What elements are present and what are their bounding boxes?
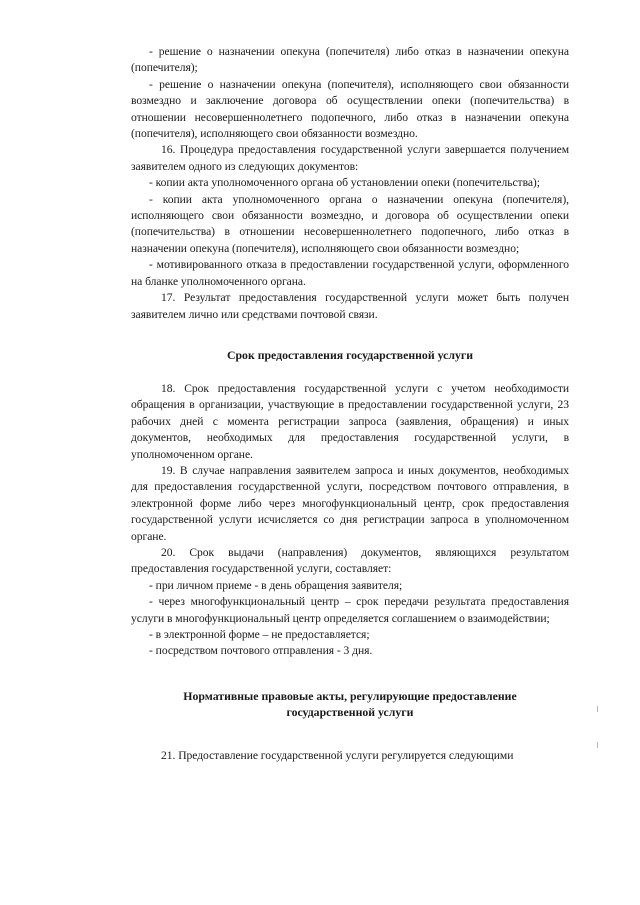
list-item: - при личном приеме - в день обращения заявителя;	[149, 578, 403, 592]
paragraph-18: 18. Срок предоставления государственной услуги с учетом необходимости обращения в организации, участвующие в предоставлении государственной услуги, 23 рабочих дней с момента регистрации запроса (заявления, обращения) и иных документов, необходимых для предоставления государственной услуги, в уполномоченном органе.	[131, 381, 569, 461]
section-heading-srok: Срок предоставления государственной услуги	[226, 347, 474, 362]
list-item: - через многофункциональный центр – срок передачи результата предоставления услуги в многофункциональный центр определяется соглашением о взаимодействии;	[131, 595, 569, 625]
paragraph-21: 21. Предоставление государственной услуги регулируется следующими	[161, 748, 514, 762]
section-heading-norm	[131, 688, 569, 720]
section-heading-norm-line1: Нормативные правовые акты, регулирующие предоставление	[183, 688, 517, 703]
paragraph-19: 19. В случае направления заявителем запроса и иных документов, необходимых для предоставления государственной услуги, посредством почтового отправления, в электронной форме либо через многофункциональный центр, срок предоставления государственной услуги исчисляется со дня регистрации запроса в уполномоченном органе.	[131, 463, 569, 543]
paragraph-20: 20. Срок выдачи (направления) документов, являющихся результатом предоставления государственной услуги, составляет:	[131, 545, 569, 576]
paragraph-17: 17. Результат предоставления государственной услуги может быть получен заявителем лично или средствами почтовой связи.	[131, 291, 569, 321]
list-item: - посредством почтового отправления - 3 дня.	[149, 644, 373, 658]
list-item: - мотивированного отказа в предоставлении государственной услуги, оформленного на бланке уполномоченного органа.	[131, 258, 569, 288]
list-item: - решение о назначении опекуна (попечителя) либо отказ в назначении опекуна (попечителя);	[131, 45, 569, 75]
list-item: - в электронной форме – не предоставляется;	[149, 628, 370, 641]
section-heading-norm-line2: государственной услуги	[286, 704, 414, 719]
document-body	[131, 44, 569, 764]
scan-mark	[597, 706, 598, 712]
scan-mark	[597, 742, 598, 748]
list-item: - решение о назначении опекуна (попечителя), исполняющего свои обязанности возмездно и заключение договора об осуществлении опеки (попечительства) в отношении несовершеннолетнего подопечного, либо отказ в назначении опекуна (попечителя), исполняющего свои обязанности возмездно.	[131, 77, 569, 141]
paragraph-16: 16. Процедура предоставления государственной услуги завершается получением заявителем одного из следующих документов:	[131, 143, 569, 173]
list-item: - копии акта уполномоченного органа о назначении опекуна (попечителя), исполняющего свои обязанности возмездно, и договора об осуществлении опеки (попечительства) в отношении несовершеннолетнего подопечного, либо отказ в назначении опекуна (попечителя), исполняющего свои обязанности возмездно;	[131, 192, 569, 255]
list-item: - копии акта уполномоченного органа об установлении опеки (попечительства);	[149, 176, 540, 190]
